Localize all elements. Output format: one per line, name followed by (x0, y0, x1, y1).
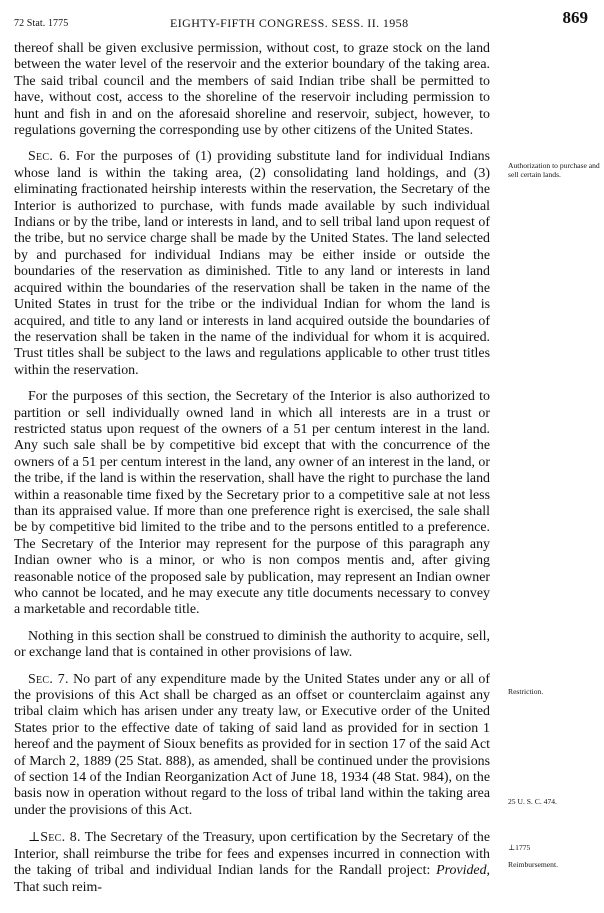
section-8-paragraph (14, 829, 490, 896)
paragraph-tail: That such reim- (14, 879, 102, 895)
section-6-paragraph (14, 149, 490, 379)
margin-note-restriction: Restriction. (508, 687, 544, 696)
paragraph-text: Nothing in this section shall be construed to diminish the authority to acquire, sell, or exchange land that is contained in other provisions of law. (14, 628, 490, 661)
statute-body (14, 41, 490, 906)
paragraph-text: For the purposes of (1) providing substitute land for individual Indians whose land is within the taking area, (2) consolidating land holdings, and (3) eliminating fractionated heirship interests within the reservation, the Secretary of the Interior is authorized to purchase, with funds made available by such individual Indians or by the tribe, land or interests in land, and to sell tribal land upon request of the tribe, but no service charge shall be made by the United States. The land selected by and purchased for individual Indians may be either inside or outside the boundaries of the reservation as diminished. Title to any land or interests in land acquired within the boundaries of the reservation shall be taken in the name of the United States in trust for the tribe or the individual Indian for whom the land is acquired, and title to any land or interests in land acquired outside the boundaries of the reservation shall be taken in the name of the individual for whom it is acquired. Trust titles shall be subject to the laws and regulations applicable to other trust titles within the reservation. (14, 149, 491, 378)
page-number: 869 (562, 8, 588, 27)
paragraph-continuation (14, 41, 490, 139)
section-heading: Sec. 6. (28, 149, 71, 165)
paragraph-text: The Secretary of the Treasury, upon certification by the Secretary of the Interior, shall reimburse the tribe for fees and expenses incurred in connection with the taking of tribal and individual Indian lands for the Randall project: (14, 830, 490, 879)
paragraph-text: For the purposes of this section, the Secretary of the Interior is also authorized to partition or sell individually owned land in which all interests are in a trust or restricted status upon request of the owners of a 51 per centum interest in the land. Any such sale shall be by competitive bid except that with the concurrence of the owners of a 51 per centum interest in the land, any owner of an interest in the land, or the tribe, if the land is within the reservation, shall have the right to purchase the land within a reasonable time fixed by the Secretary prior to a competitive sale at not less than its appraised value. If more than one preference right is exercised, the sale shall be by competitive bid limited to the tribe and to the persons entitled to a preference. The Secretary of the Interior may represent for the purpose of this paragraph any Indian owner who is a minor, or who is non compos mentis and, after giving reasonable notice of the proposed sale by publication, may represent an Indian owner who cannot be located, and he may execute any title documents necessary to convey a marketable and recordable title. (14, 389, 490, 618)
paragraph-text: thereof shall be given exclusive permission, without cost, to graze stock on the land between the water level of the reservoir and the exterior boundary of the taking area. The said tribal council and the members of said Indian tribe shall be permitted to have, without cost, access to the shoreline of the reservoir including permission to hunt and fish in and on the aforesaid shoreline and reservoir, subject, however, to regulations governing the corresponding use by other citizens of the United States. (14, 41, 490, 139)
section-7-paragraph (14, 672, 490, 820)
statute-reference: 72 Stat. 1775 (14, 18, 69, 29)
section-6-partition-paragraph (14, 389, 490, 619)
margin-note-authorization: Authorization to purchase and sell certain lands. (508, 161, 600, 179)
section-heading: Sec. 7. (28, 671, 69, 687)
margin-note-stat-marker: ⊥1775 (508, 843, 531, 852)
margin-note-usc-citation: 25 U. S. C. 474. (508, 797, 557, 806)
paragraph-text: No part of any expenditure made by the United States under any or all of the provisions of this Act shall be charged as an offset or counterclaim against any tribal claim which has arisen under any treaty law, or Executive order of the United States prior to the effective date of taking of said land as provided for in section 1 hereof and the payment of Sioux benefits as provided for in section 17 of the said Act of March 2, 1889 (25 Stat. 888), as amended, shall be continued under the provisions of section 14 of the Indian Reorganization Act of June 18, 1934 (48 Stat. 984), on the basis now in operation without regard to the loss of tribal land within the taking area under the provisions of this Act. (14, 671, 491, 818)
section-heading: Sec. 8. (40, 830, 81, 846)
margin-note-reimbursement: Reimbursement. (508, 860, 558, 869)
running-title: EIGHTY-FIFTH CONGRESS. SESS. II. 1958 (170, 16, 409, 30)
page-header (0, 8, 604, 37)
page-break-marker: ⊥ (28, 829, 41, 845)
proviso-italic: Provided, (436, 863, 490, 879)
section-6-savings-paragraph (14, 629, 490, 662)
